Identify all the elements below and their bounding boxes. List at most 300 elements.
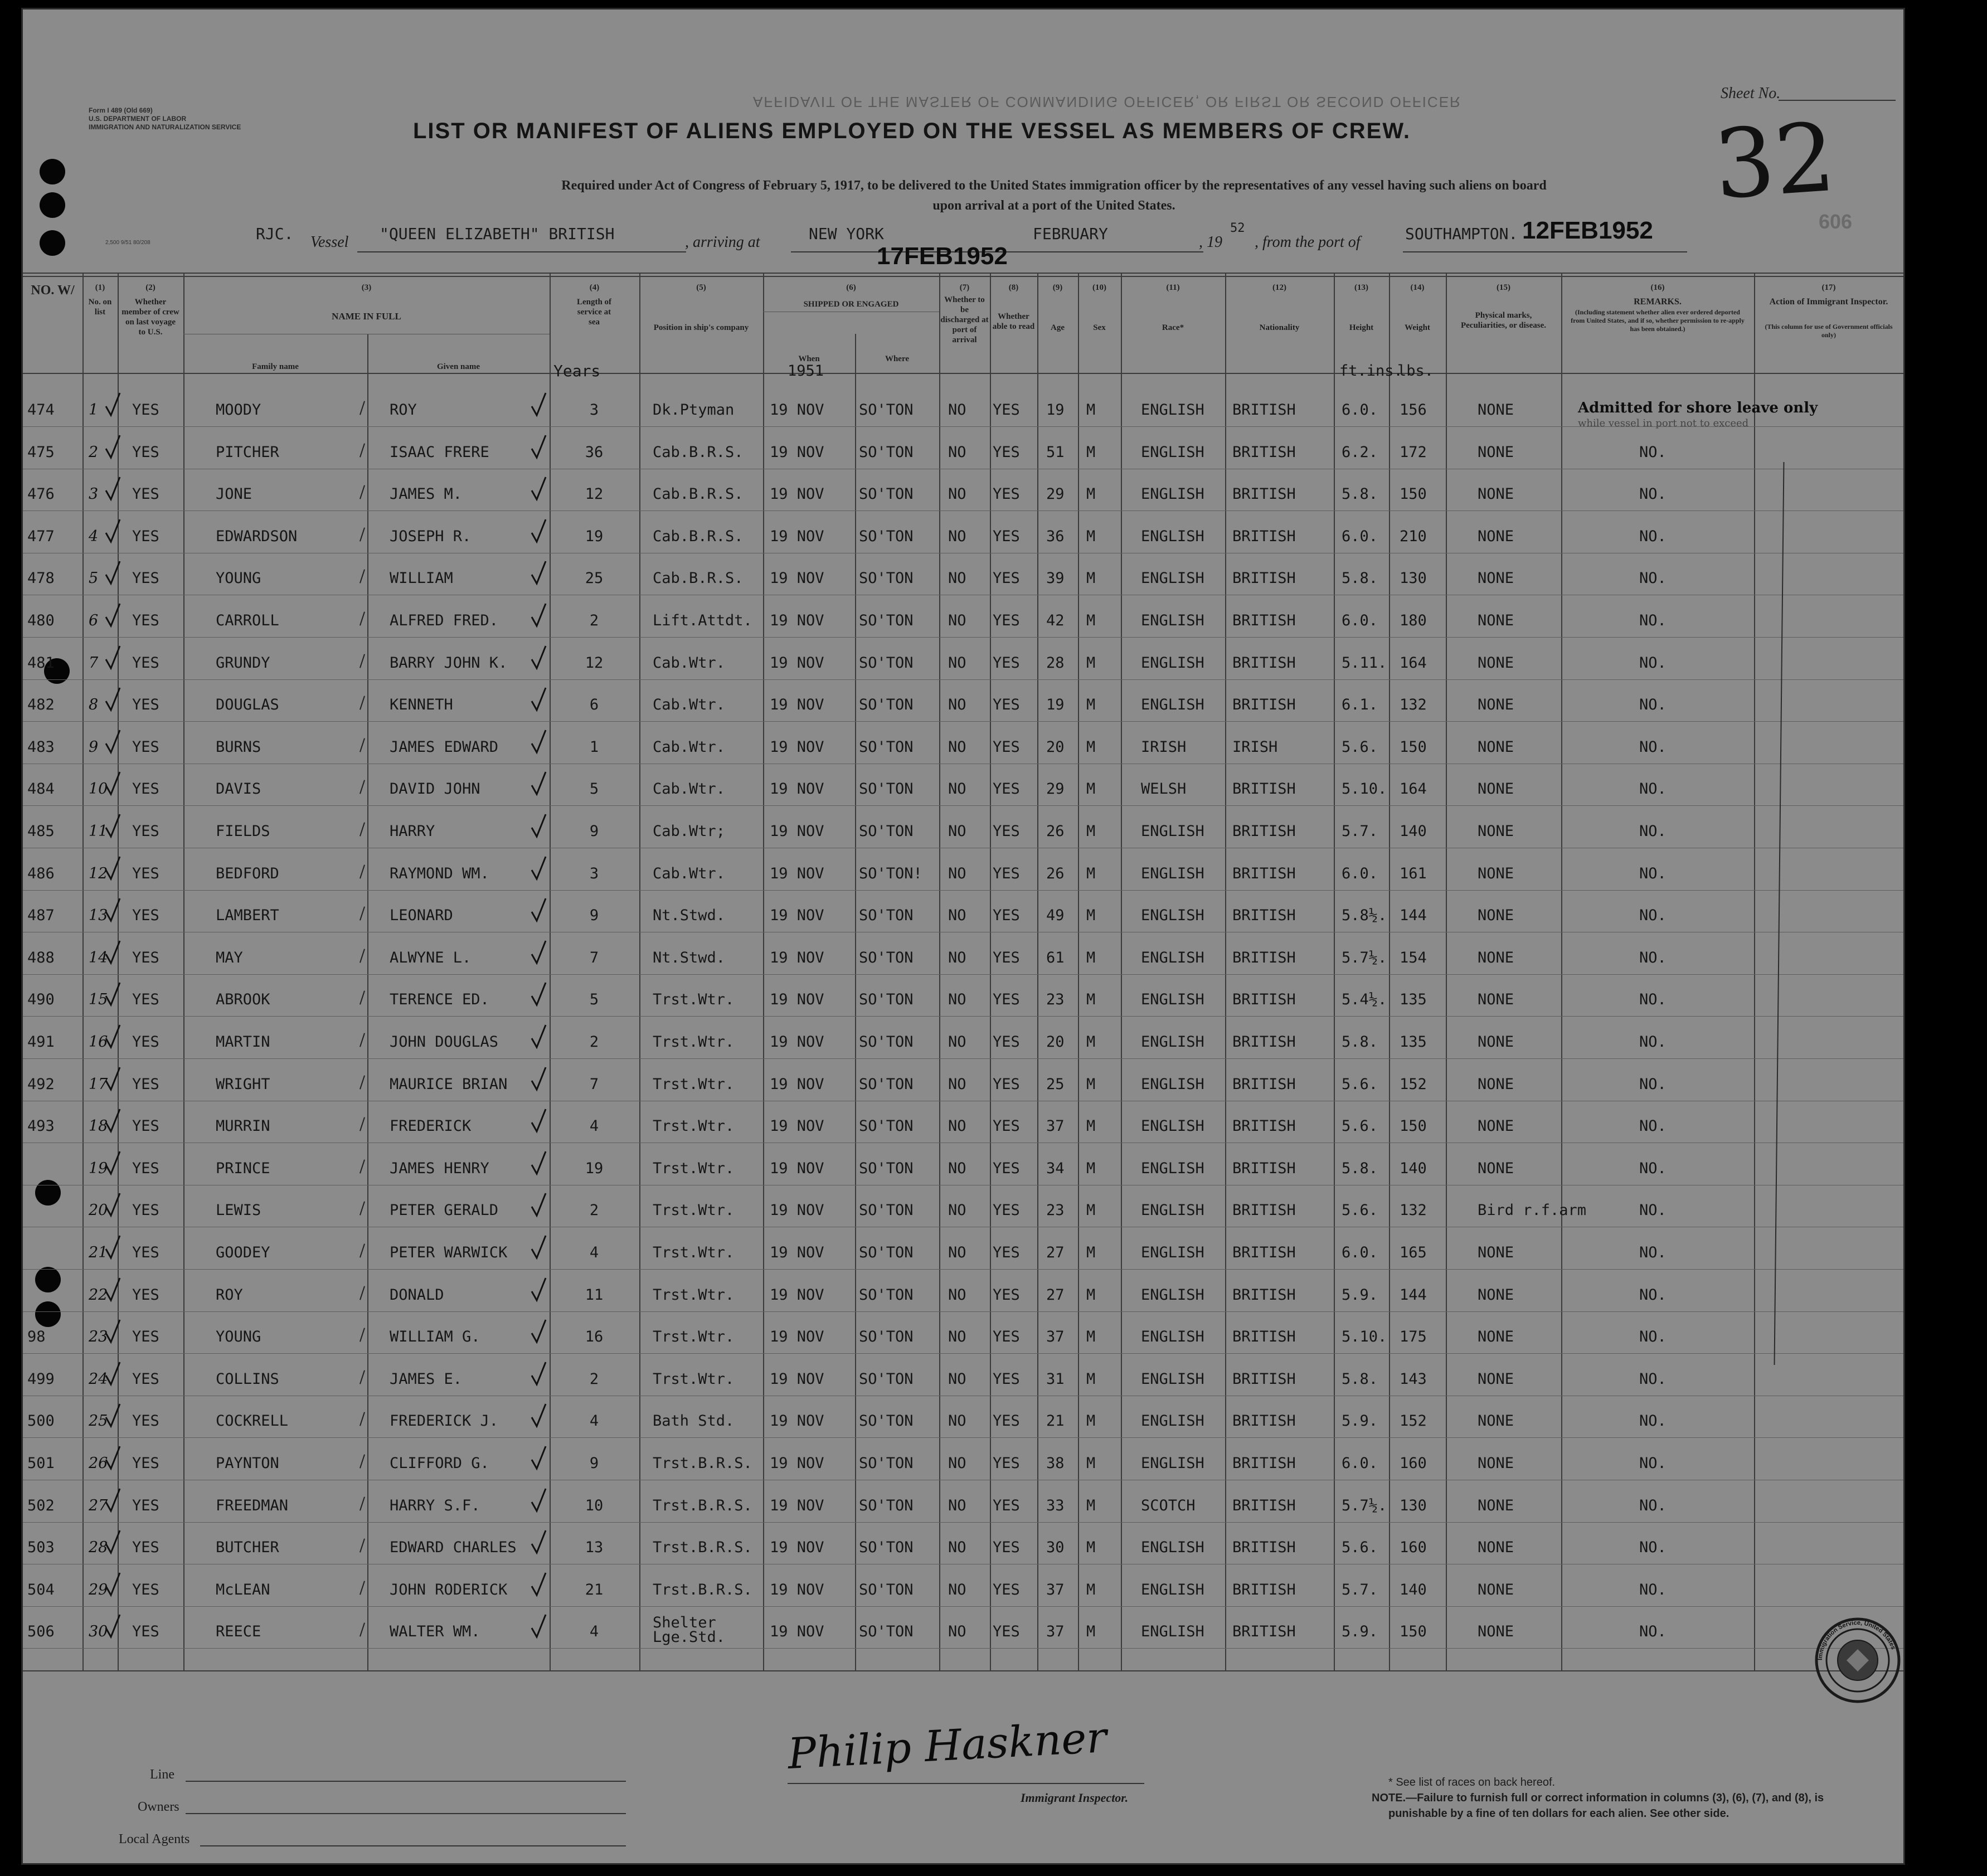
row-remarks: NO.: [1639, 1412, 1667, 1430]
row-position: Cab.B.R.S.: [653, 485, 744, 503]
row-length-of-service: 4: [589, 1117, 599, 1135]
row-family-name: FIELDS: [216, 823, 270, 840]
row-sex: M: [1086, 823, 1096, 840]
row-list-number: 30: [89, 1623, 108, 1641]
row-member: YES: [132, 401, 159, 419]
row-race: ENGLISH: [1141, 991, 1204, 1009]
row-shipped-where: SO'TON: [859, 1328, 914, 1346]
row-height: 5.10.: [1342, 1328, 1387, 1346]
punch-hole: [40, 230, 65, 256]
row-nationality: BRITISH: [1232, 1244, 1296, 1261]
given-name-check-icon: [530, 518, 547, 544]
seal-text: Immigration Service, United States: [1816, 1619, 1897, 1661]
row-position: Cab.Wtr;: [653, 823, 726, 840]
row-age: 37: [1046, 1328, 1065, 1346]
row-side-number: 506: [27, 1623, 55, 1641]
sheet-number-line: [1779, 100, 1896, 101]
row-sex: M: [1086, 1623, 1096, 1641]
row-side-number: 493: [27, 1117, 55, 1135]
list-check-icon: [104, 1529, 121, 1555]
row-weight: 160: [1400, 1455, 1427, 1472]
row-shipped-when: 19 NOV: [770, 1159, 824, 1177]
row-height: 5.7.: [1342, 823, 1378, 840]
row-family-name: PAYNTON: [216, 1455, 279, 1472]
row-member: YES: [132, 654, 159, 672]
row-weight: 161: [1400, 864, 1427, 882]
row-side-number: 476: [27, 485, 55, 503]
row-position: Cab.B.R.S.: [653, 570, 744, 587]
given-name-check-icon: [530, 1488, 547, 1513]
row-age: 39: [1046, 570, 1065, 587]
row-position: Cab.B.R.S.: [653, 443, 744, 461]
row-age: 29: [1046, 485, 1065, 503]
list-check-icon: [104, 1150, 121, 1176]
row-given-name: ROY: [390, 401, 417, 419]
row-physical-marks: NONE: [1478, 443, 1514, 461]
row-member: YES: [132, 1412, 159, 1430]
col-family-name: Family name: [252, 362, 299, 371]
row-sex: M: [1086, 1496, 1096, 1514]
row-discharged: NO: [948, 1581, 966, 1598]
row-nationality: BRITISH: [1232, 1202, 1296, 1219]
row-family-name: BEDFORD: [216, 864, 279, 882]
row-rule: [23, 1353, 1903, 1354]
row-discharged: NO: [948, 1117, 966, 1135]
row-family-name: McLEAN: [216, 1581, 270, 1598]
row-height: 5.6.: [1342, 738, 1378, 756]
list-check-icon: [104, 1445, 121, 1471]
row-given-name: ALWYNE L.: [390, 949, 472, 966]
row-side-number: 98: [27, 1328, 46, 1346]
row-list-number: 13: [89, 907, 108, 925]
row-age: 27: [1046, 1286, 1065, 1304]
row-position: Lift.Attdt.: [653, 612, 752, 629]
list-check-icon: [104, 1192, 121, 1218]
row-age: 33: [1046, 1496, 1065, 1514]
manifest-table: [23, 273, 1903, 1671]
row-member: YES: [132, 1244, 159, 1261]
row-member: YES: [132, 780, 159, 798]
row-nationality: BRITISH: [1232, 1581, 1296, 1598]
row-race: ENGLISH: [1141, 1455, 1204, 1472]
given-name-check-icon: [530, 1361, 547, 1387]
row-discharged: NO: [948, 485, 966, 503]
row-length-of-service: 21: [585, 1581, 604, 1598]
family-name-tick-mark: [359, 1328, 365, 1342]
row-rule: [23, 1522, 1903, 1523]
row-age: 37: [1046, 1623, 1065, 1641]
row-age: 49: [1046, 907, 1065, 925]
family-name-tick-mark: [359, 1243, 365, 1257]
row-side-number: 474: [27, 401, 55, 419]
col-no-15: (15): [1497, 283, 1510, 292]
row-length-of-service: 19: [585, 527, 604, 545]
row-sex: M: [1086, 1033, 1096, 1051]
row-list-number: 21: [89, 1244, 108, 1261]
row-side-number: 482: [27, 696, 55, 714]
row-shipped-when: 19 NOV: [770, 949, 824, 966]
row-nationality: BRITISH: [1232, 1117, 1296, 1135]
row-height: 6.2.: [1342, 443, 1378, 461]
row-side-number: 480: [27, 612, 55, 629]
row-remarks: NO.: [1639, 991, 1667, 1009]
clerk-code: RJC.: [256, 225, 294, 243]
col-length: Length of service at sea: [576, 298, 612, 327]
row-discharged: NO: [948, 823, 966, 840]
row-nationality: BRITISH: [1232, 1539, 1296, 1557]
row-side-number: 492: [27, 1075, 55, 1093]
row-given-name: JOSEPH R.: [390, 527, 472, 545]
col-no-6: (6): [846, 283, 856, 292]
row-race: ENGLISH: [1141, 570, 1204, 587]
col-when: When: [798, 354, 820, 363]
row-given-name: ALFRED FRED.: [390, 612, 499, 629]
row-height: 5.9.: [1342, 1412, 1378, 1430]
row-sex: M: [1086, 1075, 1096, 1093]
row-remarks: NO.: [1639, 1539, 1667, 1557]
col-remarks: REMARKS.: [1634, 297, 1682, 307]
given-name-check-icon: [530, 1108, 547, 1134]
row-able-to-read: YES: [993, 907, 1020, 925]
row-rule: [23, 1058, 1903, 1059]
row-race: ENGLISH: [1141, 1075, 1204, 1093]
col-race: Race*: [1162, 323, 1184, 332]
row-member: YES: [132, 1539, 159, 1557]
row-length-of-service: 5: [589, 780, 599, 798]
row-given-name: RAYMOND WM.: [390, 864, 489, 882]
row-length-of-service: 19: [585, 1159, 604, 1177]
row-physical-marks: NONE: [1478, 1328, 1514, 1346]
row-side-number: 491: [27, 1033, 55, 1051]
row-length-of-service: 12: [585, 485, 604, 503]
row-sex: M: [1086, 949, 1096, 966]
row-age: 25: [1046, 1075, 1065, 1093]
row-physical-marks: Bird r.f.arm: [1478, 1202, 1587, 1219]
row-discharged: NO: [948, 1159, 966, 1177]
row-age: 37: [1046, 1117, 1065, 1135]
row-sex: M: [1086, 401, 1096, 419]
row-age: 29: [1046, 780, 1065, 798]
list-check-icon: [104, 476, 121, 502]
row-sex: M: [1086, 1244, 1096, 1261]
row-shipped-where: SO'TON: [859, 401, 914, 419]
list-check-icon: [104, 1613, 121, 1639]
row-position: Trst.Wtr.: [653, 1033, 735, 1051]
row-family-name: GRUNDY: [216, 654, 270, 672]
arriving-label: , arriving at: [685, 234, 760, 251]
row-able-to-read: YES: [993, 443, 1020, 461]
row-sex: M: [1086, 696, 1096, 714]
row-discharged: NO: [948, 1202, 966, 1219]
col-no-2: (2): [145, 283, 156, 292]
list-check-icon: [104, 771, 121, 796]
family-name-tick-mark: [359, 1496, 365, 1510]
row-rule: [23, 805, 1903, 806]
row-side-number: 504: [27, 1581, 55, 1598]
given-name-check-icon: [530, 940, 547, 965]
row-age: 51: [1046, 443, 1065, 461]
row-race: ENGLISH: [1141, 1581, 1204, 1598]
family-name-tick-mark: [359, 991, 365, 1005]
list-check-icon: [104, 687, 121, 712]
row-physical-marks: NONE: [1478, 780, 1514, 798]
row-height: 5.7½.: [1342, 1496, 1387, 1514]
row-given-name: JOHN RODERICK: [390, 1581, 508, 1598]
row-position: Cab.Wtr.: [653, 696, 726, 714]
row-length-of-service: 7: [589, 1075, 599, 1093]
row-weight: 152: [1400, 1412, 1427, 1430]
row-physical-marks: NONE: [1478, 527, 1514, 545]
row-able-to-read: YES: [993, 401, 1020, 419]
row-shipped-where: SO'TON: [859, 1286, 914, 1304]
row-side-number: 500: [27, 1412, 55, 1430]
height-unit: ft.ins.: [1339, 362, 1403, 380]
length-unit: Years: [553, 362, 601, 380]
row-given-name: WALTER WM.: [390, 1623, 480, 1641]
row-discharged: NO: [948, 1033, 966, 1051]
row-shipped-when: 19 NOV: [770, 443, 824, 461]
when-year: 1951: [788, 362, 824, 380]
row-member: YES: [132, 1496, 159, 1514]
list-check-icon: [104, 1403, 121, 1428]
row-position: Trst.Wtr.: [653, 991, 735, 1009]
row-shipped-where: SO'TON: [859, 907, 914, 925]
handwritten-sheet-number: 32: [1711, 102, 1839, 221]
row-race: ENGLISH: [1141, 1244, 1204, 1261]
row-side-number: 502: [27, 1496, 55, 1514]
row-family-name: MARTIN: [216, 1033, 270, 1051]
row-sex: M: [1086, 991, 1096, 1009]
row-position: Trst.Wtr.: [653, 1159, 735, 1177]
row-nationality: BRITISH: [1232, 443, 1296, 461]
row-weight: 175: [1400, 1328, 1427, 1346]
row-list-number: 1: [89, 401, 99, 419]
row-shipped-where: SO'TON: [859, 738, 914, 756]
row-nationality: BRITISH: [1232, 401, 1296, 419]
family-name-tick-mark: [359, 949, 365, 963]
list-check-icon: [104, 1066, 121, 1092]
row-side-number: 486: [27, 864, 55, 882]
row-shipped-when: 19 NOV: [770, 738, 824, 756]
row-family-name: CARROLL: [216, 612, 279, 629]
row-age: 26: [1046, 823, 1065, 840]
col-no-10: (10): [1092, 283, 1106, 292]
list-check-icon: [104, 897, 121, 923]
row-position: Trst.Wtr.: [653, 1202, 735, 1219]
row-shipped-when: 19 NOV: [770, 1075, 824, 1093]
row-age: 19: [1046, 696, 1065, 714]
row-sex: M: [1086, 1455, 1096, 1472]
family-name-tick-mark: [359, 443, 365, 457]
row-family-name: DAVIS: [216, 780, 261, 798]
row-length-of-service: 3: [589, 401, 599, 419]
local-agents-label: Local Agents: [119, 1832, 190, 1846]
row-length-of-service: 9: [589, 907, 599, 925]
row-length-of-service: 2: [589, 1033, 599, 1051]
given-name-check-icon: [530, 856, 547, 881]
row-nationality: BRITISH: [1232, 1159, 1296, 1177]
row-discharged: NO: [948, 612, 966, 629]
row-shipped-when: 19 NOV: [770, 1496, 824, 1514]
col-no-9: (9): [1052, 283, 1063, 292]
col-action-note: (This column for use of Government officials only): [1765, 323, 1893, 339]
row-race: ENGLISH: [1141, 1117, 1204, 1135]
row-age: 23: [1046, 1202, 1065, 1219]
row-nationality: BRITISH: [1232, 1075, 1296, 1093]
col-weight: Weight: [1405, 323, 1430, 332]
row-rule: [23, 1269, 1903, 1270]
row-length-of-service: 12: [585, 654, 604, 672]
faint-stamp: 606: [1819, 210, 1853, 233]
row-remarks: NO.: [1639, 443, 1667, 461]
row-able-to-read: YES: [993, 1328, 1020, 1346]
row-rule: [23, 974, 1903, 975]
vessel-line: [357, 251, 686, 252]
row-list-number: 15: [89, 991, 108, 1009]
row-physical-marks: NONE: [1478, 1539, 1514, 1557]
row-able-to-read: YES: [993, 612, 1020, 629]
row-shipped-when: 19 NOV: [770, 864, 824, 882]
row-shipped-when: 19 NOV: [770, 485, 824, 503]
row-discharged: NO: [948, 1286, 966, 1304]
row-length-of-service: 2: [589, 612, 599, 629]
row-age: 31: [1046, 1370, 1065, 1388]
given-name-check-icon: [530, 602, 547, 628]
row-race: ENGLISH: [1141, 612, 1204, 629]
arrival-date-stamp: 17FEB1952: [877, 242, 1008, 270]
row-nationality: BRITISH: [1232, 780, 1296, 798]
list-check-icon: [104, 434, 121, 460]
row-height: 5.9.: [1342, 1623, 1378, 1641]
row-list-number: 14: [89, 949, 108, 966]
row-member: YES: [132, 864, 159, 882]
row-age: 23: [1046, 991, 1065, 1009]
side-column-header: NO. W/: [31, 283, 75, 298]
row-able-to-read: YES: [993, 1244, 1020, 1261]
family-name-tick-mark: [359, 527, 365, 541]
row-physical-marks: NONE: [1478, 1075, 1514, 1093]
given-name-check-icon: [530, 434, 547, 460]
row-nationality: BRITISH: [1232, 570, 1296, 587]
row-physical-marks: NONE: [1478, 1286, 1514, 1304]
row-given-name: WILLIAM G.: [390, 1328, 480, 1346]
row-member: YES: [132, 696, 159, 714]
row-discharged: NO: [948, 1623, 966, 1641]
immigration-seal-icon: [1813, 1616, 1902, 1705]
row-height: 5.8½.: [1342, 907, 1387, 925]
row-physical-marks: NONE: [1478, 612, 1514, 629]
row-weight: 132: [1400, 1202, 1427, 1219]
row-side-number: 475: [27, 443, 55, 461]
row-family-name: PITCHER: [216, 443, 279, 461]
row-weight: 143: [1400, 1370, 1427, 1388]
family-name-tick-mark: [359, 485, 365, 499]
row-able-to-read: YES: [993, 864, 1020, 882]
row-given-name: JAMES HENRY: [390, 1159, 489, 1177]
row-list-number: 28: [89, 1539, 108, 1557]
row-shipped-where: SO'TON: [859, 1202, 914, 1219]
from-port-label: , from the port of: [1255, 234, 1361, 251]
row-remarks: NO.: [1639, 1244, 1667, 1261]
row-member: YES: [132, 485, 159, 503]
given-name-check-icon: [530, 1445, 547, 1471]
list-check-icon: [104, 560, 121, 586]
row-able-to-read: YES: [993, 780, 1020, 798]
row-sex: M: [1086, 1581, 1096, 1598]
row-remarks: NO.: [1639, 1159, 1667, 1177]
row-physical-marks: NONE: [1478, 1496, 1514, 1514]
row-shipped-when: 19 NOV: [770, 1033, 824, 1051]
row-able-to-read: YES: [993, 1623, 1020, 1641]
departure-date-stamp: 12FEB1952: [1522, 217, 1653, 244]
col-physical: Physical marks, Peculiarities, or disease.: [1460, 311, 1547, 330]
family-name-tick-mark: [359, 907, 365, 921]
row-shipped-where: SO'TON: [859, 1159, 914, 1177]
row-weight: 130: [1400, 1496, 1427, 1514]
row-height: 5.8.: [1342, 1370, 1378, 1388]
weight-unit: lbs.: [1397, 362, 1434, 380]
row-position: Trst.B.R.S.: [653, 1539, 752, 1557]
sheet-number-label: Sheet No.: [1721, 85, 1781, 102]
row-able-to-read: YES: [993, 485, 1020, 503]
col-no-3: (3): [361, 283, 372, 292]
row-given-name: PETER GERALD: [390, 1202, 499, 1219]
family-name-tick-mark: [359, 570, 365, 584]
row-able-to-read: YES: [993, 1581, 1020, 1598]
row-family-name: ABROOK: [216, 991, 270, 1009]
row-remarks: NO.: [1639, 1075, 1667, 1093]
row-family-name: JONE: [216, 485, 252, 503]
row-sex: M: [1086, 1117, 1096, 1135]
row-race: ENGLISH: [1141, 1539, 1204, 1557]
row-discharged: NO: [948, 738, 966, 756]
row-able-to-read: YES: [993, 654, 1020, 672]
row-physical-marks: NONE: [1478, 696, 1514, 714]
row-length-of-service: 6: [589, 696, 599, 714]
row-shipped-when: 19 NOV: [770, 612, 824, 629]
given-name-check-icon: [530, 645, 547, 670]
row-height: 6.0.: [1342, 1244, 1378, 1261]
row-family-name: WRIGHT: [216, 1075, 270, 1093]
row-nationality: BRITISH: [1232, 864, 1296, 882]
row-nationality: BRITISH: [1232, 1455, 1296, 1472]
row-able-to-read: YES: [993, 570, 1020, 587]
signature-line: [788, 1783, 1144, 1784]
row-family-name: EDWARDSON: [216, 527, 298, 545]
row-shipped-where: SO'TON: [859, 1075, 914, 1093]
row-list-number: 25: [89, 1412, 108, 1430]
row-side-number: 478: [27, 570, 55, 587]
row-length-of-service: 4: [589, 1244, 599, 1261]
row-given-name: DAVID JOHN: [390, 780, 480, 798]
row-member: YES: [132, 1033, 159, 1051]
row-shipped-when: 19 NOV: [770, 1539, 824, 1557]
row-position: Bath Std.: [653, 1412, 735, 1430]
row-family-name: GOODEY: [216, 1244, 270, 1261]
family-name-tick-mark: [359, 1412, 365, 1426]
list-check-icon: [104, 1108, 121, 1134]
family-name-tick-mark: [359, 1370, 365, 1384]
row-member: YES: [132, 1623, 159, 1641]
row-weight: 180: [1400, 612, 1427, 629]
list-check-icon: [104, 1277, 121, 1302]
row-given-name: JAMES EDWARD: [390, 738, 499, 756]
row-able-to-read: YES: [993, 1117, 1020, 1135]
row-given-name: CLIFFORD G.: [390, 1455, 489, 1472]
row-list-number: 6: [89, 612, 99, 629]
col-no-4: (4): [589, 283, 600, 292]
row-nationality: BRITISH: [1232, 1412, 1296, 1430]
